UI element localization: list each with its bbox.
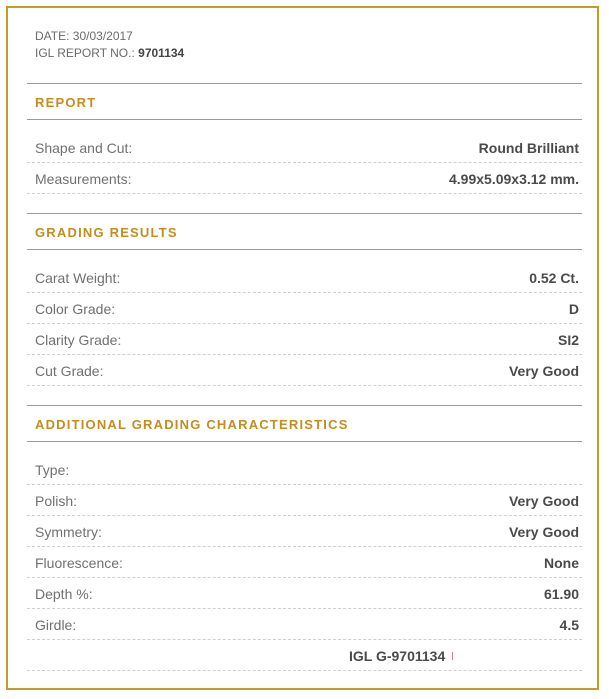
row-label: Type: bbox=[35, 462, 70, 478]
row-girdle bbox=[27, 609, 582, 640]
row-depth bbox=[27, 578, 582, 609]
row-value: SI2 bbox=[557, 332, 579, 348]
laser-inscription: IGL G-9701134 bbox=[349, 648, 446, 664]
inscription-row bbox=[27, 640, 582, 671]
row-value: 61.90 bbox=[543, 586, 579, 602]
section-title-grading-text: GRADING RESULTS bbox=[35, 225, 178, 240]
report-number-label: IGL REPORT NO.: bbox=[35, 46, 135, 60]
report-number-line bbox=[35, 45, 184, 62]
date-value: 30/03/2017 bbox=[72, 29, 133, 43]
row-clarity-grade bbox=[27, 324, 582, 355]
row-label: Polish: bbox=[35, 493, 78, 509]
row-label: Clarity Grade: bbox=[35, 332, 122, 348]
row-label: Carat Weight: bbox=[35, 270, 121, 286]
row-label: Cut Grade: bbox=[35, 363, 104, 379]
row-value: Round Brilliant bbox=[478, 140, 579, 156]
row-value: 4.99x5.09x3.12 mm. bbox=[449, 171, 579, 187]
section-title-report-text: REPORT bbox=[35, 95, 97, 110]
row-value: Very Good bbox=[508, 493, 579, 509]
date-label: DATE: bbox=[35, 29, 70, 43]
row-value: D bbox=[568, 301, 579, 317]
row-polish bbox=[27, 485, 582, 516]
section-title-report bbox=[27, 83, 582, 120]
row-label: Girdle: bbox=[35, 617, 77, 633]
row-value: 0.52 Ct. bbox=[529, 270, 579, 286]
section-title-additional bbox=[27, 405, 582, 442]
report-card bbox=[6, 6, 599, 690]
row-fluorescence bbox=[27, 547, 582, 578]
row-measurements bbox=[27, 163, 582, 194]
row-cut-grade bbox=[27, 355, 582, 386]
row-shape-and-cut bbox=[27, 132, 582, 163]
row-value: 4.5 bbox=[559, 617, 579, 633]
report-header bbox=[35, 28, 184, 62]
row-value: Very Good bbox=[508, 363, 579, 379]
row-carat-weight bbox=[27, 262, 582, 293]
date-line bbox=[35, 28, 184, 45]
row-type bbox=[27, 454, 582, 485]
section-title-grading-results bbox=[27, 213, 582, 250]
row-symmetry bbox=[27, 516, 582, 547]
row-label: Depth %: bbox=[35, 586, 93, 602]
row-label: Color Grade: bbox=[35, 301, 116, 317]
section-title-additional-text: ADDITIONAL GRADING CHARACTERISTICS bbox=[35, 417, 349, 432]
row-value: None bbox=[544, 555, 579, 571]
row-color-grade bbox=[27, 293, 582, 324]
row-value: Very Good bbox=[508, 524, 579, 540]
report-number-value: 9701134 bbox=[138, 46, 185, 60]
row-label: Symmetry: bbox=[35, 524, 102, 540]
cursor-mark bbox=[452, 652, 453, 660]
row-label: Shape and Cut: bbox=[35, 140, 133, 156]
row-label: Fluorescence: bbox=[35, 555, 123, 571]
row-label: Measurements: bbox=[35, 171, 132, 187]
